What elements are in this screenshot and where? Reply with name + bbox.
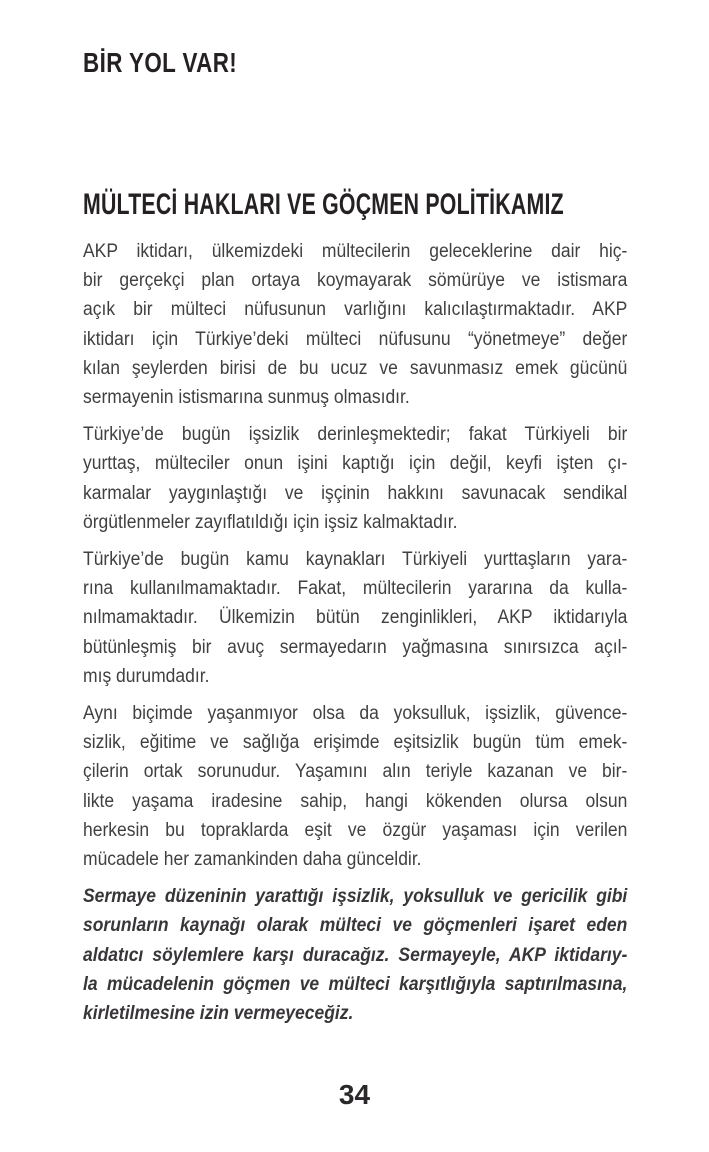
text-line: açık bir mülteci nüfusunun varlığını kalıcılaştırmaktadır. AKP: [83, 299, 628, 321]
text-line: bütünleşmiş bir avuç sermayedarın yağmasına sınırsızca açıl-: [83, 636, 628, 658]
section-heading: MÜLTECİ HAKLARI VE GÖÇMEN POLİTİKAMIZ: [83, 188, 564, 221]
text-line: mücadele her zamankinden daha günceldir.: [83, 849, 422, 871]
text-line: nılmamaktadır. Ülkemizin bütün zenginlikleri, AKP iktidarıyla: [83, 607, 628, 629]
text-line: karmalar yaygınlaştığı ve işçinin hakkını savunacak sendikal: [83, 482, 628, 504]
text-line: sermayenin istismarına sunmuş olmasıdır.: [83, 387, 410, 409]
text-line: AKP iktidarı, ülkemizdeki mültecilerin geleceklerine dair hiç-: [83, 241, 628, 262]
text-line: aldatıcı söylemlere karşı duracağız. Sermayeyle, AKP iktidarıy-: [83, 944, 628, 966]
text-line: sizlik, eğitime ve sağlığa erişimde eşitsizlik bugün tüm emek-: [83, 732, 628, 754]
body-paragraph: [83, 882, 627, 1028]
text-line: Türkiye’de bugün işsizlik derinleşmektedir; fakat Türkiyeli bir: [83, 424, 628, 446]
body-paragraph: [83, 420, 627, 537]
text-line: likte yaşama iradesine sahip, hangi kökenden olursa olsun: [83, 790, 628, 812]
text-line: iktidarı için Türkiye’deki mülteci nüfusunu “yönetmeye” değer: [83, 328, 628, 350]
text-line: Aynı biçimde yaşanmıyor olsa da yoksulluk, işsizlik, güvence-: [83, 703, 628, 725]
text-line: bir gerçekçi plan ortaya koymayarak sömürüye ve istismara: [83, 270, 628, 292]
text-line: mış durumdadır.: [83, 665, 210, 687]
body-paragraph: [83, 237, 627, 412]
text-line: kirletilmesine izin vermeyeceğiz.: [83, 1003, 354, 1025]
page-number: 34: [338, 1079, 371, 1110]
body-text: [83, 237, 627, 1036]
text-line: Türkiye’de bugün kamu kaynakları Türkiyeli yurttaşların yara-: [83, 549, 628, 571]
text-line: la mücadelenin göçmen ve mülteci karşıtlığıyla saptırılmasına,: [83, 973, 628, 995]
body-paragraph: [83, 545, 627, 691]
text-line: kılan şeylerden birisi de bu ucuz ve savunmasız emek gücünü: [83, 357, 628, 379]
text-line: örgütlenmeler zayıflatıldığı için işsiz kalmaktadır.: [83, 511, 458, 533]
text-line: Sermaye düzeninin yarattığı işsizlik, yoksulluk ve gericilik gibi: [83, 886, 628, 908]
text-line: herkesin bu topraklarda eşit ve özgür yaşaması için verilen: [83, 819, 628, 841]
page-header: BİR YOL VAR!: [83, 47, 238, 78]
text-line: çilerin ortak sorunudur. Yaşamını alın teriyle kazanan ve bir-: [83, 761, 628, 783]
text-line: sorunların kaynağı olarak mülteci ve göçmenleri işaret eden: [83, 915, 628, 937]
text-line: rına kullanılmamaktadır. Fakat, mültecilerin yararına da kulla-: [83, 578, 628, 600]
text-line: yurttaş, mülteciler onun işini kaptığı için değil, keyfi işten çı-: [83, 453, 628, 475]
body-paragraph: [83, 699, 627, 874]
